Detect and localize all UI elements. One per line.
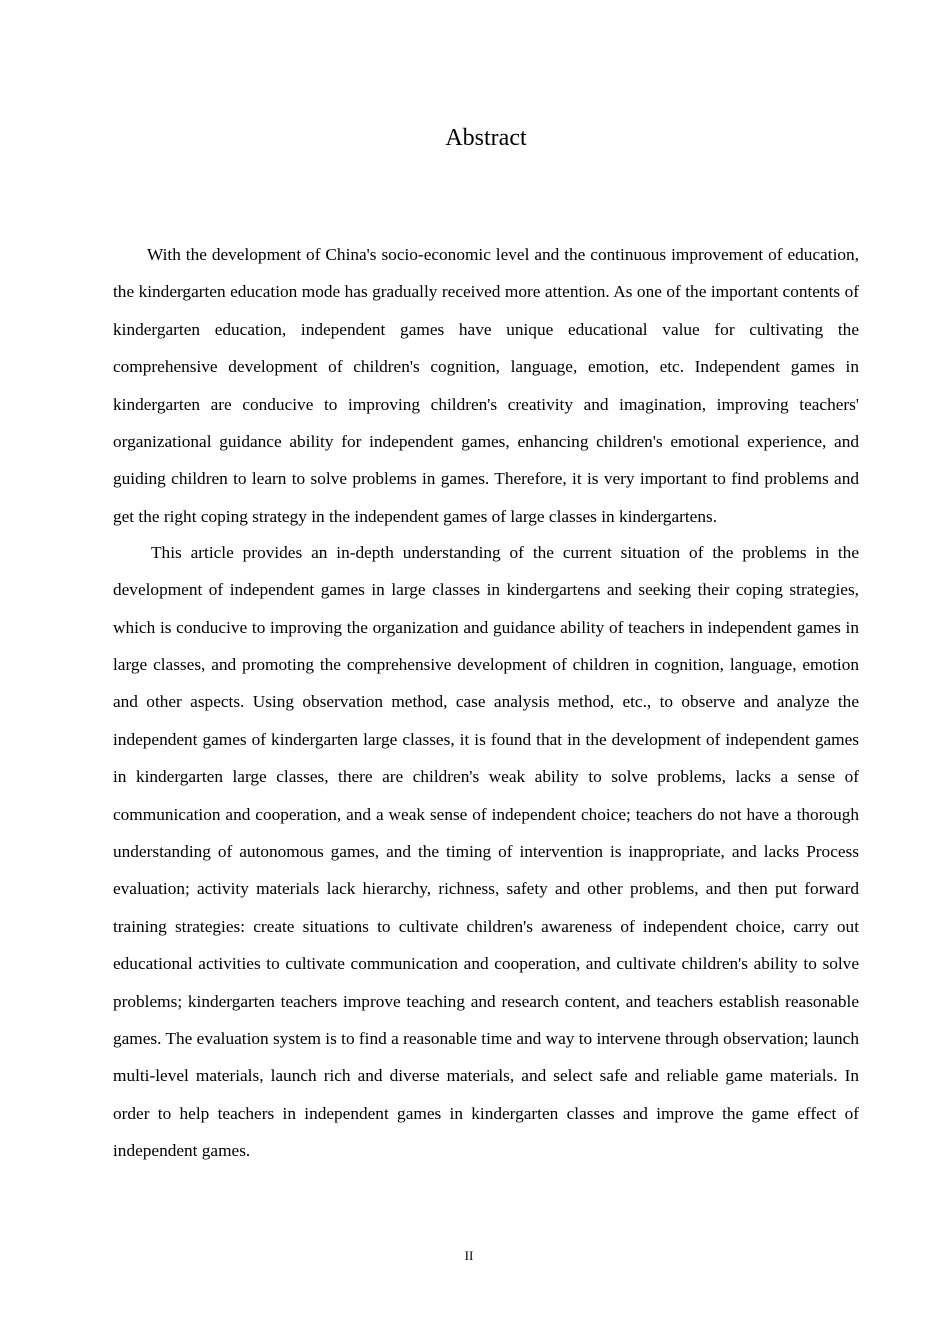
- page-number: II: [464, 1248, 474, 1263]
- abstract-paragraph-2: This article provides an in-depth understanding of the current situation of the problems in the development of independent games in large classes in kindergartens and seeking their coping strategies, which is conducive to improving the organization and guidance ability of teachers in independent games in large classes, and promoting the comprehensive development of children in cognition, language, emotion and other aspects. Using observation method, case analysis method, etc., to observe and analyze the independent games of kindergarten large classes, it is found that in the development of independent games in kindergarten large classes, there are children's weak ability to solve problems, lacks a sense of communication and cooperation, and a weak sense of independent choice; teachers do not have a thorough understanding of autonomous games, and the timing of intervention is inappropriate, and lacks Process evaluation; activity materials lack hierarchy, richness, safety and other problems, and then put forward training strategies: create situations to cultivate children's awareness of independent choice, carry out educational activities to cultivate communication and cooperation, and cultivate children's ability to solve problems; kindergarten teachers improve teaching and research content, and teachers establish reasonable games. The evaluation system is to find a reasonable time and way to intervene through observation; launch multi-level materials, launch rich and diverse materials, and select safe and reliable game materials. In order to help teachers in independent games in kindergarten classes and improve the game effect of independent games.: [113, 542, 859, 1161]
- abstract-body: [113, 236, 859, 1170]
- page-title: Abstract: [445, 125, 527, 151]
- abstract-paragraph-1: With the development of China's socio-economic level and the continuous improvement of education, the kindergarten education mode has gradually received more attention. As one of the important contents of kindergarten education, independent games have unique educational value for cultivating the comprehensive development of children's cognition, language, emotion, etc. Independent games in kindergarten are conducive to improving children's creativity and imagination, improving teachers' organizational guidance ability for independent games, enhancing children's emotional experience, and guiding children to learn to solve problems in games. Therefore, it is very important to find problems and get the right coping strategy in the independent games of large classes in kindergartens.: [113, 245, 859, 526]
